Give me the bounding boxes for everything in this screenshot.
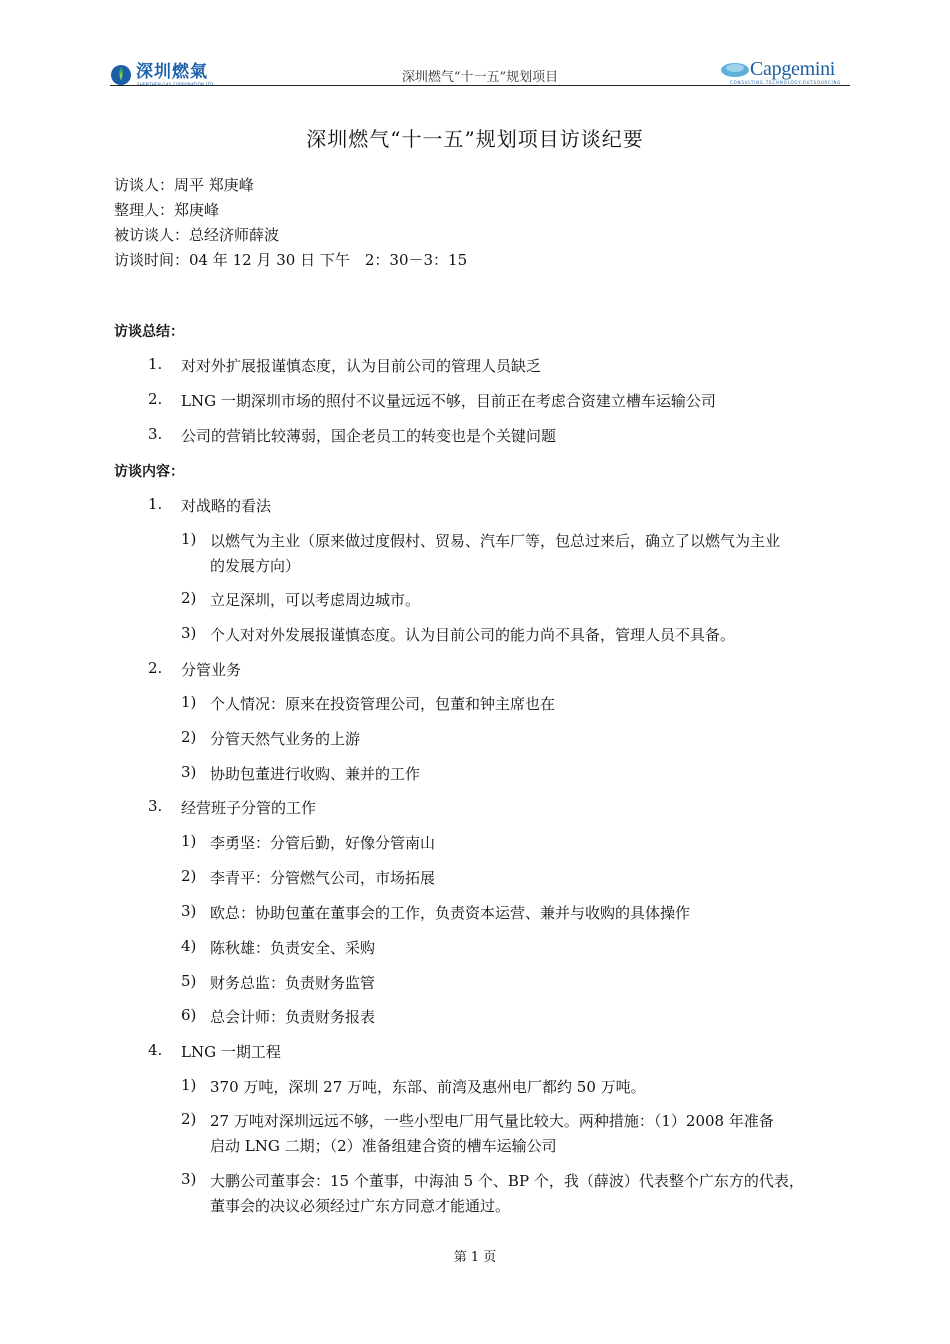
sub-text: 总会计师：负责财务报表 (210, 1008, 376, 1026)
sub-text: 李青平：分管燃气公司，市场拓展 (210, 869, 436, 887)
sub-number: 2) (181, 589, 197, 607)
sub-number: 3) (181, 1170, 197, 1188)
section-number: 3. (148, 797, 163, 815)
section-number: 2. (148, 659, 163, 677)
header-title: 深圳燃气“十一五”规划项目 (401, 70, 559, 85)
sub-text: 财务总监：负责财务监管 (210, 974, 376, 992)
section-label: 经营班子分管的工作 (181, 799, 317, 817)
sub-number: 1) (181, 832, 197, 850)
sub-text: 大鹏公司董事会：15 个董事，中海油 5 个、BP 个，我（薛波）代表整个广东方的代表， (210, 1172, 804, 1190)
sub-number: 3) (181, 902, 197, 920)
meta-interviewee: 被访谈人：总经济师薛波 (114, 226, 280, 244)
sub-number: 2) (181, 867, 197, 885)
item-text: 对对外扩展报谨慎态度，认为目前公司的管理人员缺乏 (181, 357, 542, 375)
sub-number: 3) (181, 763, 197, 781)
sub-number: 1) (181, 530, 197, 548)
content-heading: 访谈内容： (114, 464, 184, 480)
meta-time: 访谈时间：04 年 12 月 30 日 下午 2：30－3：15 (114, 251, 468, 269)
sub-number: 1) (181, 693, 197, 711)
sub-text: 李勇坚：分管后勤，好像分管南山 (210, 834, 436, 852)
sub-text: 个人情况：原来在投资管理公司，包董和钟主席也在 (210, 695, 556, 713)
sub-text: 协助包董进行收购、兼并的工作 (210, 765, 421, 783)
meta-block (114, 173, 467, 273)
sub-number: 1) (181, 1076, 197, 1094)
logo-cn-text: 深圳燃氣 (136, 62, 208, 82)
sub-text: 370 万吨，深圳 27 万吨，东部、前湾及惠州电厂都约 50 万吨。 (210, 1078, 646, 1096)
sub-text: 立足深圳，可以考虑周边城市。 (210, 591, 421, 609)
spade-icon (720, 60, 750, 80)
sub-text: 欧总：协助包董在董事会的工作，负责资本运营、兼并与收购的具体操作 (210, 904, 691, 922)
capgemini-tagline: CONSULTING.TECHNOLOGY.OUTSOURCING (730, 80, 842, 85)
sub-text: 的发展方向） (210, 557, 301, 575)
meta-interviewer: 访谈人：周平 郑庚峰 (114, 176, 254, 194)
section-number: 1. (148, 495, 163, 513)
sub-number: 6) (181, 1006, 197, 1024)
page-number: 第 1 页 (453, 1250, 497, 1265)
page-header (110, 58, 850, 88)
sub-number: 2) (181, 728, 197, 746)
summary-heading: 访谈总结： (114, 324, 184, 340)
item-number: 3. (148, 425, 163, 443)
section-label: LNG 一期工程 (181, 1043, 281, 1061)
document-title: 深圳燃气“十一五”规划项目访谈纪要 (306, 127, 644, 151)
sub-text: 个人对对外发展报谨慎态度。认为目前公司的能力尚不具备，管理人员不具备。 (210, 626, 736, 644)
section-label: 分管业务 (181, 661, 242, 679)
sub-number: 3) (181, 624, 197, 642)
sub-number: 5) (181, 972, 197, 990)
capgemini-logo (720, 58, 850, 86)
section-label: 对战略的看法 (181, 497, 272, 515)
sub-text: 陈秋雄：负责安全、采购 (210, 939, 376, 957)
sub-text: 以燃气为主业（原来做过度假村、贸易、汽车厂等，包总过来后，确立了以燃气为主业 (210, 532, 781, 550)
sub-text: 分管天然气业务的上游 (210, 730, 361, 748)
section-number: 4. (148, 1041, 163, 1059)
item-text: 公司的营销比较薄弱，国企老员工的转变也是个关键问题 (181, 427, 557, 445)
item-text: LNG 一期深圳市场的照付不议量远远不够，目前正在考虑合资建立槽车运输公司 (181, 392, 716, 410)
item-number: 1. (148, 355, 163, 373)
capgemini-brand: Capgemini (750, 58, 836, 80)
sub-number: 2) (181, 1110, 197, 1128)
sub-text: 27 万吨对深圳远远不够，一些小型电厂用气量比较大。两种措施：（1）2008 年准备 (210, 1112, 774, 1130)
meta-recorder: 整理人：郑庚峰 (114, 201, 220, 219)
sub-text: 启动 LNG 二期；（2）准备组建合资的槽车运输公司 (210, 1137, 557, 1155)
header-rule (110, 85, 850, 86)
item-number: 2. (148, 390, 163, 408)
sub-number: 4) (181, 937, 197, 955)
sub-text: 董事会的决议必须经过广东方同意才能通过。 (210, 1197, 511, 1215)
